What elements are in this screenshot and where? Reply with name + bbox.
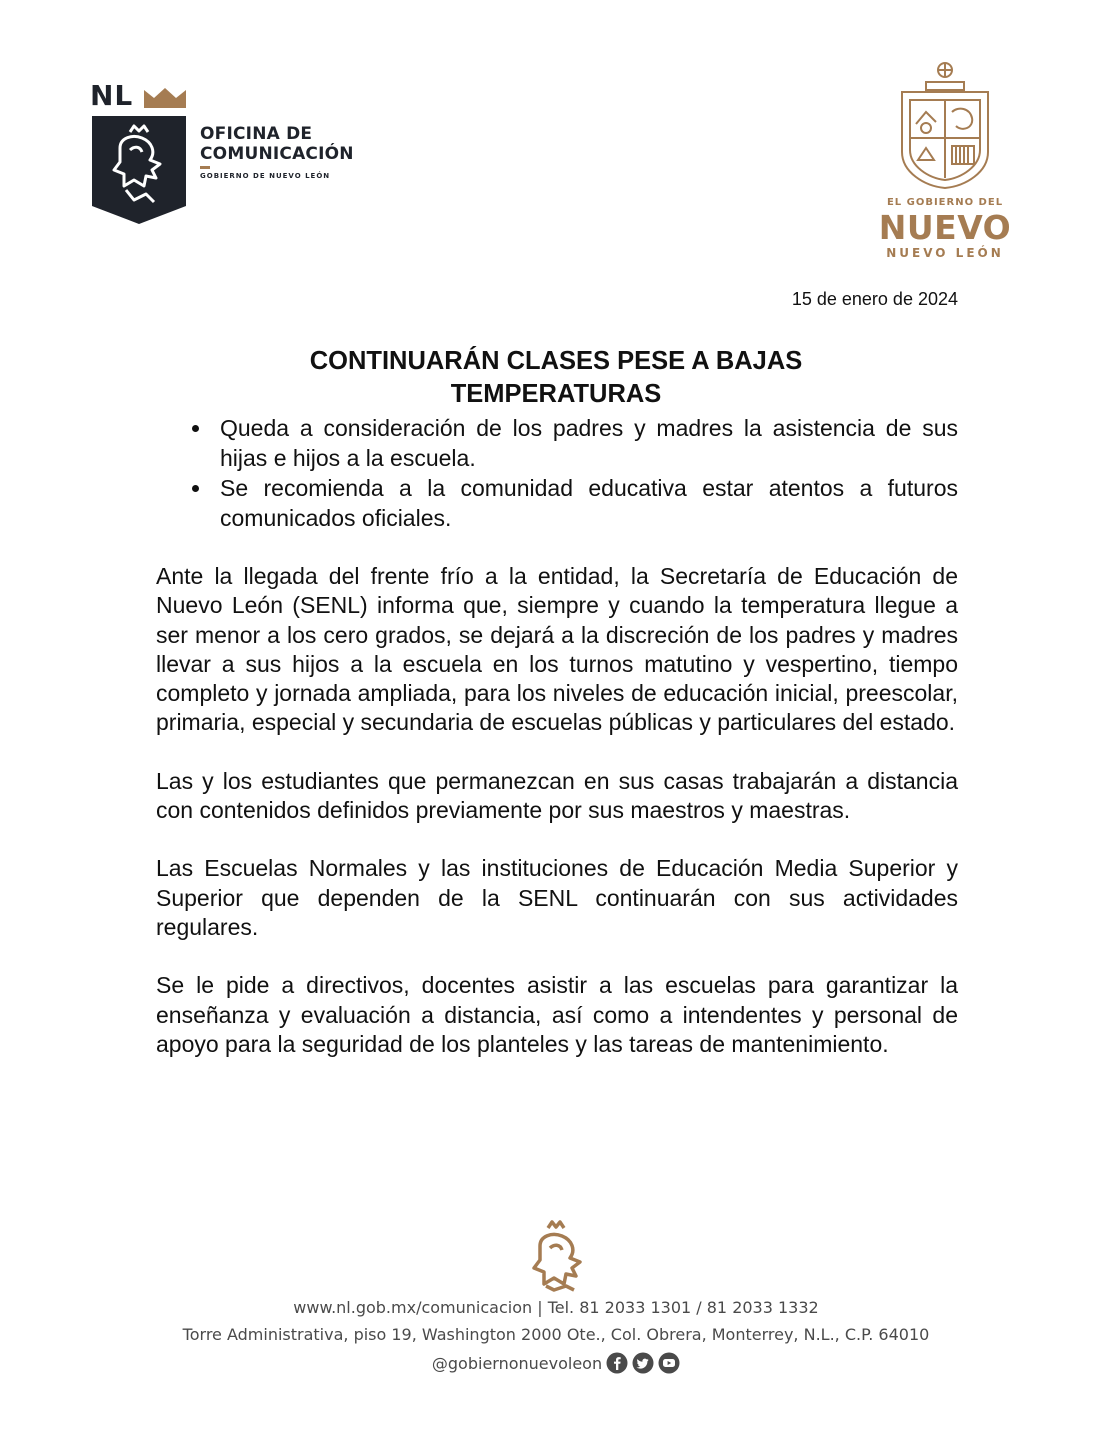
office-logo: [90, 79, 390, 227]
headline-line1: CONTINUARÁN CLASES PESE A BAJAS: [309, 347, 803, 375]
bullet-dot-icon: [192, 425, 199, 432]
office-title-line2: COMUNICACIÓN: [200, 144, 354, 164]
office-title: [200, 124, 354, 164]
bullet-item: [156, 474, 958, 533]
bullet-text: Queda a consideración de los padres y madres la asistencia de sus hijas e hijos a la escuela.: [220, 415, 958, 471]
document-date: 15 de enero de 2024: [791, 289, 958, 309]
government-state: NUEVO LEÓN: [886, 246, 1004, 260]
government-logo: [860, 60, 1030, 265]
headline-line2: TEMPERATURAS: [450, 380, 662, 408]
bullet-dot-icon: [192, 485, 199, 492]
crown-icon: [142, 86, 188, 108]
twitter-icon[interactable]: [632, 1352, 654, 1374]
footer-social: [0, 1352, 1112, 1374]
paragraph: Ante la llegada del frente frío a la entidad, la Secretaría de Educación de Nuevo León (SENL) informa que, siempre y cuando la temperatura llegue a ser menor a los cero grados, se dejará a la discreción de los padres y madres llevar a sus hijos a la escuela en los turnos matutino y vespertino, tiempo completo y jornada ampliada, para los niveles de educación inicial, preescolar, primaria, especial y secundaria de escuelas públicas y particulares del estado.: [156, 563, 958, 736]
bullet-list: [156, 414, 958, 534]
office-title-divider: [200, 166, 210, 169]
bullet-text: Se recomienda a la comunidad educativa estar atentos a futuros comunicados oficiales.: [220, 475, 958, 531]
paragraph: Se le pide a directivos, docentes asistir a las escuelas para garantizar la enseñanza y evaluación a distancia, así como a intendentes y personal de apoyo para la seguridad de los planteles y las tareas de mantenimiento.: [156, 972, 958, 1057]
headline: [156, 345, 956, 411]
footer-address: Torre Administrativa, piso 19, Washington 2000 Ote., Col. Obrera, Monterrey, N.L., C.P. 64010: [182, 1325, 930, 1344]
office-title-line1: OFICINA DE: [200, 124, 313, 144]
body-text: [156, 562, 958, 1088]
coat-of-arms-icon: [896, 60, 994, 190]
government-line-big: NUEVO: [878, 208, 1012, 247]
facebook-icon[interactable]: [606, 1352, 628, 1374]
paragraph: Las y los estudiantes que permanezcan en sus casas trabajarán a distancia con contenidos definidos previamente por sus maestros y maestras.: [156, 767, 958, 824]
bullet-item: [156, 414, 958, 473]
social-handle: @gobiernonuevoleon: [431, 1353, 603, 1373]
office-subtitle: GOBIERNO DE NUEVO LEÓN: [200, 172, 331, 180]
youtube-icon[interactable]: [658, 1352, 680, 1374]
government-line-small: EL GOBIERNO DEL: [886, 197, 1004, 208]
lion-shield-icon: [90, 114, 188, 226]
footer-lion-icon: [526, 1220, 586, 1292]
nl-abbrev: NL: [90, 79, 134, 112]
footer-web-line: www.nl.gob.mx/comunicacion | Tel. 81 2033 1301 / 81 2033 1332: [293, 1298, 819, 1317]
paragraph: Las Escuelas Normales y las instituciones de Educación Media Superior y Superior que dependen de la SENL continuarán con sus actividades regulares.: [156, 855, 958, 940]
